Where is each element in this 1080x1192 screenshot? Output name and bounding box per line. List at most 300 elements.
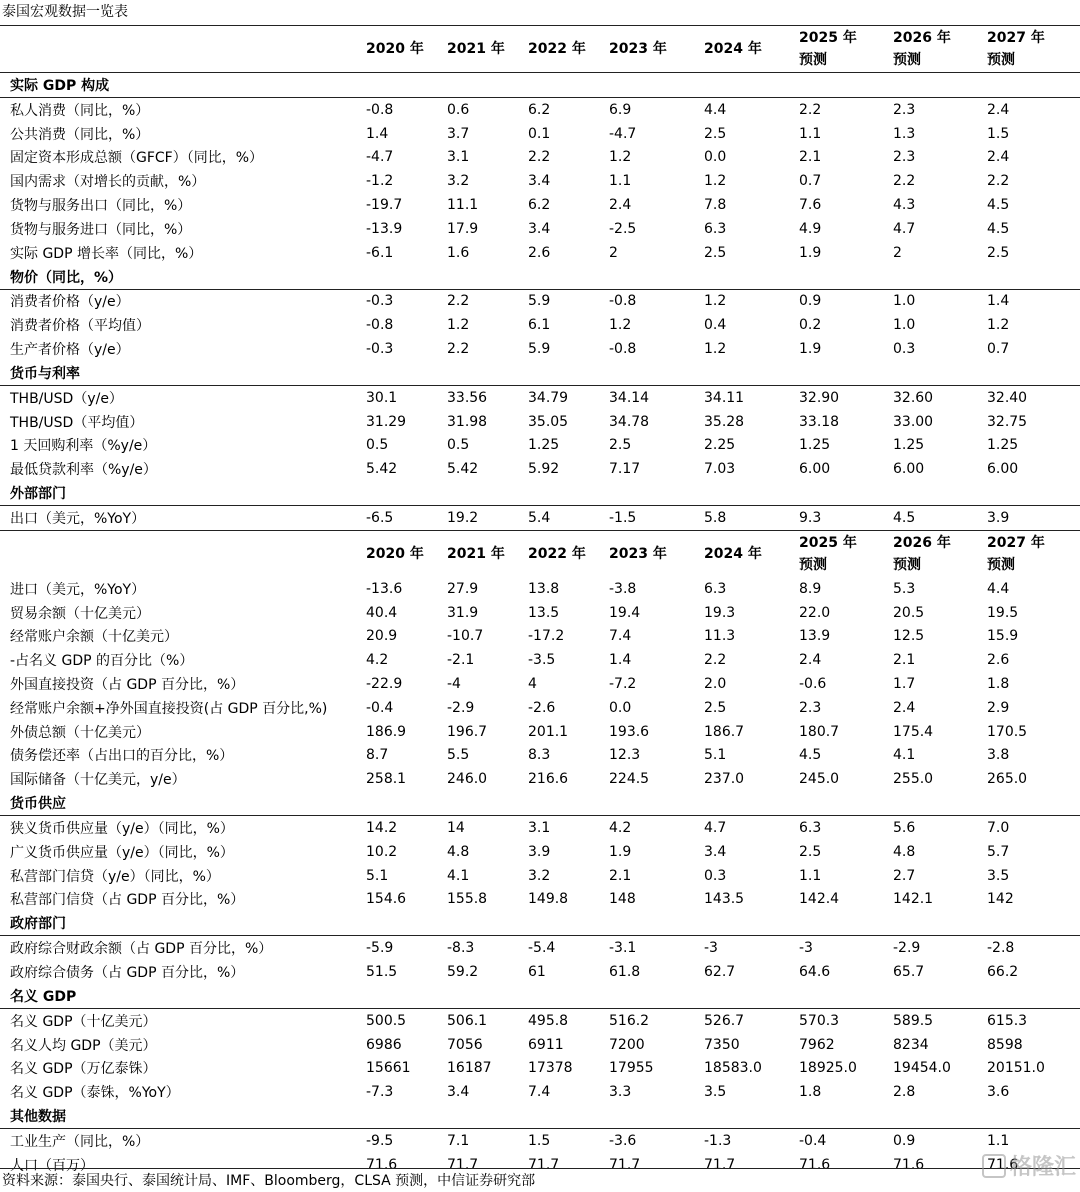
row-value: 34.11 xyxy=(704,389,745,406)
row-value: -22.9 xyxy=(366,676,403,693)
row-label: 名义 GDP（万亿泰铢） xyxy=(10,1061,157,1078)
header-year-label: 2021 年 xyxy=(447,41,505,57)
row-value: -4 xyxy=(447,676,461,693)
header-year-label: 2023 年 xyxy=(609,545,667,562)
row-value: 3.2 xyxy=(447,173,470,190)
row-value: 31.29 xyxy=(366,413,407,430)
row-value: 3.8 xyxy=(987,747,1010,764)
row-value: 0.6 xyxy=(447,101,470,118)
header-year-label: 2025 年 xyxy=(799,534,857,551)
row-value: 5.4 xyxy=(528,506,609,531)
header-year xyxy=(609,530,704,577)
row-label: 名义人均 GDP（美元） xyxy=(10,1037,157,1054)
row-value: 1.1 xyxy=(609,173,632,190)
row-value: 0.9 xyxy=(799,293,822,310)
header-year xyxy=(799,26,893,73)
row-value: 7.8 xyxy=(704,197,727,214)
row-value: 4.2 xyxy=(609,820,632,837)
row-value: 5.8 xyxy=(704,506,799,531)
row-label: 最低贷款利率（%y/e） xyxy=(10,462,157,479)
row-value: 2.5 xyxy=(987,244,1010,261)
row-value: 500.5 xyxy=(366,1012,407,1029)
table-row xyxy=(0,1129,1080,1153)
row-label: 国内需求（对增长的贡献，%） xyxy=(10,174,206,191)
row-value: 33.56 xyxy=(447,389,488,406)
row-value: 1.25 xyxy=(893,437,925,454)
row-value: -2.8 xyxy=(987,940,1015,957)
row-label: 外债总额（十亿美元） xyxy=(10,724,150,741)
row-value: 201.1 xyxy=(528,723,569,740)
row-value: 4.5 xyxy=(799,747,822,764)
table-row xyxy=(0,122,1080,146)
row-value: 71.6 xyxy=(893,1156,925,1173)
header-year-label: 2021 年 xyxy=(447,545,505,562)
row-value: 4.2 xyxy=(366,652,389,669)
section-header xyxy=(0,481,1080,506)
row-value: 1.1 xyxy=(987,1132,1010,1149)
row-value: 61 xyxy=(528,964,546,980)
row-value: 2.9 xyxy=(987,699,1010,716)
row-value: 1.4 xyxy=(609,652,632,669)
table-row xyxy=(0,960,1080,984)
row-value: 0.9 xyxy=(893,1132,916,1149)
header-forecast-label: 预测 xyxy=(987,52,1015,68)
header-row xyxy=(0,530,1080,577)
row-value: 143.5 xyxy=(704,891,745,908)
row-value: 1.2 xyxy=(609,149,632,166)
row-value: 5.1 xyxy=(704,747,727,764)
row-value: 13.5 xyxy=(528,604,560,621)
row-value: -0.6 xyxy=(799,676,827,693)
row-value: 6.00 xyxy=(799,461,831,478)
row-value: 2.3 xyxy=(893,149,916,166)
row-value: -5.9 xyxy=(366,940,394,957)
row-value: 258.1 xyxy=(366,771,407,788)
row-value: -0.8 xyxy=(366,101,394,118)
row-value: 7.6 xyxy=(799,197,822,214)
row-value: 5.1 xyxy=(366,867,389,884)
section-header xyxy=(0,911,1080,936)
header-blank xyxy=(0,26,366,73)
row-value: 6.3 xyxy=(704,220,727,237)
row-value: 51.5 xyxy=(366,964,398,980)
row-value: -1.2 xyxy=(366,173,394,190)
row-value: 6.00 xyxy=(893,461,925,478)
header-blank xyxy=(0,530,366,577)
row-value: 155.8 xyxy=(447,891,488,908)
header-year-label: 2027 年 xyxy=(987,30,1045,46)
row-value: 35.28 xyxy=(704,413,745,430)
header-forecast-label: 预测 xyxy=(893,556,921,573)
table-row xyxy=(0,1033,1080,1057)
watermark-text: 格隆汇 xyxy=(1009,1155,1076,1180)
row-value: 7.4 xyxy=(528,1084,551,1101)
header-year xyxy=(447,530,528,577)
row-value: 4.7 xyxy=(704,820,727,837)
section-header xyxy=(0,791,1080,816)
row-value: 2.2 xyxy=(893,173,916,190)
row-value: 3.9 xyxy=(528,843,551,860)
row-value: 34.79 xyxy=(528,389,569,406)
section-title: 实际 GDP 构成 xyxy=(0,73,1080,98)
row-value: 2.2 xyxy=(528,149,551,166)
row-value: 2.6 xyxy=(987,652,1010,669)
row-value: 0.7 xyxy=(799,173,822,190)
row-value: 7.4 xyxy=(609,628,632,645)
row-value: 61.8 xyxy=(609,964,641,980)
row-label: 消费者价格（平均值） xyxy=(10,318,150,335)
row-value: 17378 xyxy=(528,1060,573,1077)
table-row xyxy=(0,385,1080,409)
section-title: 货币与利率 xyxy=(0,361,1080,386)
row-value: 8598 xyxy=(987,1036,1023,1053)
row-value: 2.25 xyxy=(704,437,736,454)
row-value: 3.4 xyxy=(528,173,551,190)
table-row xyxy=(0,744,1080,768)
row-value: -1.5 xyxy=(609,506,704,531)
row-label: 消费者价格（y/e） xyxy=(10,294,130,311)
section-header xyxy=(0,265,1080,290)
row-value: 0.5 xyxy=(447,437,470,454)
row-value: 0.3 xyxy=(893,341,916,358)
row-value: -13.6 xyxy=(366,580,403,597)
header-year-label: 2027 年 xyxy=(987,534,1045,551)
row-value: 1.2 xyxy=(704,341,727,358)
row-value: 2.5 xyxy=(704,244,727,261)
row-value: 2.7 xyxy=(893,867,916,884)
row-value: 2.3 xyxy=(893,101,916,118)
row-value: 65.7 xyxy=(893,964,925,980)
row-label: 贸易余额（十亿美元） xyxy=(10,605,150,622)
row-value: 1.6 xyxy=(447,244,470,261)
row-value: -4.7 xyxy=(366,149,394,166)
row-value: 6.9 xyxy=(609,101,632,118)
row-value: 19.5 xyxy=(987,604,1019,621)
row-value: 31.9 xyxy=(447,604,479,621)
row-value: 19.3 xyxy=(704,604,736,621)
row-value: 4.8 xyxy=(447,843,470,860)
row-value: 2.4 xyxy=(799,652,822,669)
row-value: 6.3 xyxy=(704,580,727,597)
row-value: 2.2 xyxy=(447,293,470,310)
row-value: 64.6 xyxy=(799,964,831,980)
row-value: 2.5 xyxy=(609,437,632,454)
row-value: 186.7 xyxy=(704,723,745,740)
row-value: 4.9 xyxy=(799,220,822,237)
row-value: 5.9 xyxy=(528,293,551,310)
table-row xyxy=(0,98,1080,122)
row-value: 1.9 xyxy=(799,244,822,261)
row-label: 工业生产（同比，%） xyxy=(10,1133,150,1150)
row-label: 经常账户余额+净外国直接投资(占 GDP 百分比,%) xyxy=(10,700,328,717)
row-value: 3.7 xyxy=(447,125,470,142)
row-value: 3.1 xyxy=(528,820,551,837)
row-value: 224.5 xyxy=(609,771,650,788)
row-label: 私营部门信贷（占 GDP 百分比，%） xyxy=(10,892,245,909)
section-header xyxy=(0,1104,1080,1129)
row-value: 1.9 xyxy=(609,843,632,860)
row-value: 170.5 xyxy=(987,723,1028,740)
table-row xyxy=(0,410,1080,434)
table-row xyxy=(0,840,1080,864)
header-year xyxy=(704,530,799,577)
row-value: 5.3 xyxy=(893,580,916,597)
table-row xyxy=(0,217,1080,241)
row-value: 0.0 xyxy=(609,699,632,716)
row-value: -8.3 xyxy=(447,940,475,957)
row-value: 2.5 xyxy=(799,843,822,860)
row-value: 1.25 xyxy=(528,437,560,454)
table-row xyxy=(0,816,1080,840)
row-value: 2.4 xyxy=(987,101,1010,118)
row-value: 5.42 xyxy=(366,461,398,478)
row-value: 4.5 xyxy=(987,197,1010,214)
row-value: 14 xyxy=(447,820,465,837)
table-row xyxy=(0,936,1080,960)
header-year xyxy=(447,26,528,73)
row-value: 7350 xyxy=(704,1036,740,1053)
row-label: 人口（百万） xyxy=(10,1157,94,1174)
header-year-label: 2026 年 xyxy=(893,534,951,551)
row-value: 193.6 xyxy=(609,723,650,740)
row-value: 2.5 xyxy=(704,699,727,716)
row-value: 6911 xyxy=(528,1036,564,1053)
row-label: -占名义 GDP 的百分比（%） xyxy=(10,653,194,670)
table-row xyxy=(0,146,1080,170)
header-year-label: 2024 年 xyxy=(704,41,762,57)
table-row xyxy=(0,888,1080,912)
row-value: 5.42 xyxy=(447,461,479,478)
table-row xyxy=(0,337,1080,361)
row-value: 8.3 xyxy=(528,747,551,764)
row-value: 0.4 xyxy=(704,317,727,334)
row-value: 71.7 xyxy=(528,1156,560,1173)
row-value: 2.0 xyxy=(704,676,727,693)
row-value: -1.3 xyxy=(704,1132,732,1149)
table-row xyxy=(0,193,1080,217)
row-value: 2.1 xyxy=(609,867,632,884)
row-value: 1.25 xyxy=(799,437,831,454)
row-value: 2.4 xyxy=(987,149,1010,166)
row-value: 1.7 xyxy=(893,676,916,693)
table-row xyxy=(0,648,1080,672)
row-value: 3.9 xyxy=(987,506,1080,531)
row-value: 19.2 xyxy=(447,506,528,531)
row-value: 7200 xyxy=(609,1036,645,1053)
row-label: 私人消费（同比，%） xyxy=(10,102,150,119)
row-value: -3.6 xyxy=(609,1132,637,1149)
row-label: 狭义货币供应量（y/e）（同比，%） xyxy=(10,821,234,838)
row-value: -0.8 xyxy=(366,317,394,334)
row-value: -17.2 xyxy=(528,628,565,645)
header-forecast-label: 预测 xyxy=(799,52,827,68)
row-label: 生产者价格（y/e） xyxy=(10,342,130,359)
table-row xyxy=(0,1008,1080,1032)
row-label: 政府综合债务（占 GDP 百分比，%） xyxy=(10,965,245,981)
row-value: 12.3 xyxy=(609,747,641,764)
row-value: 6.2 xyxy=(528,197,551,214)
row-value: -0.8 xyxy=(609,341,637,358)
section-title: 货币供应 xyxy=(0,791,1080,816)
row-value: 19.4 xyxy=(609,604,641,621)
row-value: 1.4 xyxy=(987,293,1010,310)
row-value: 5.92 xyxy=(528,461,560,478)
header-year xyxy=(987,26,1080,73)
row-value: -4.7 xyxy=(609,125,637,142)
row-value: 5.6 xyxy=(893,820,916,837)
table-row xyxy=(0,577,1080,601)
row-value: 8.7 xyxy=(366,747,389,764)
header-year xyxy=(609,26,704,73)
row-value: 3.5 xyxy=(987,867,1010,884)
row-value: 71.7 xyxy=(447,1156,479,1173)
row-value: 1.8 xyxy=(987,676,1010,693)
header-year xyxy=(528,26,609,73)
row-value: 3.4 xyxy=(447,1084,470,1101)
row-value: -2.5 xyxy=(609,220,637,237)
row-value: 0.2 xyxy=(799,317,822,334)
row-value: 1.1 xyxy=(799,125,822,142)
row-value: 5.5 xyxy=(447,747,470,764)
row-value: 246.0 xyxy=(447,771,488,788)
row-value: 9.3 xyxy=(799,506,893,531)
row-value: 2.4 xyxy=(609,197,632,214)
header-year xyxy=(987,530,1080,577)
row-label: 进口（美元，%YoY） xyxy=(10,581,146,598)
row-value: 13.9 xyxy=(799,628,831,645)
row-value: 2.2 xyxy=(704,652,727,669)
source-note: 资料来源：泰国央行、泰国统计局、IMF、Bloomberg，CLSA 预测，中信证券研究部 xyxy=(2,1173,536,1189)
table-row xyxy=(0,767,1080,791)
row-value: 11.3 xyxy=(704,628,736,645)
row-value: 32.90 xyxy=(799,389,840,406)
row-value: -3.1 xyxy=(609,940,637,957)
row-value: 589.5 xyxy=(893,1012,934,1029)
row-value: 2 xyxy=(893,244,902,261)
row-value: 33.18 xyxy=(799,413,840,430)
row-value: 196.7 xyxy=(447,723,488,740)
row-value: 175.4 xyxy=(893,723,934,740)
row-value: 7.0 xyxy=(987,820,1010,837)
row-value: 7.1 xyxy=(447,1132,470,1149)
row-value: 1.2 xyxy=(704,293,727,310)
row-label: 货物与服务出口（同比，%） xyxy=(10,198,192,215)
row-value: 20.9 xyxy=(366,628,398,645)
row-label: 名义 GDP（十亿美元） xyxy=(10,1013,157,1030)
row-value: 8234 xyxy=(893,1036,929,1053)
row-value: 180.7 xyxy=(799,723,840,740)
row-value: 34.14 xyxy=(609,389,650,406)
row-value: 1.8 xyxy=(799,1084,822,1101)
row-label: 固定资本形成总额（GFCF）（同比，%） xyxy=(10,150,264,167)
table-title: 泰国宏观数据一览表 xyxy=(2,4,128,20)
row-value: 4.3 xyxy=(893,197,916,214)
row-label: 出口（美元，%YoY） xyxy=(0,506,366,531)
row-value: 0.1 xyxy=(528,125,551,142)
table-row xyxy=(0,601,1080,625)
row-value: 17.9 xyxy=(447,220,479,237)
watermark-logo-icon xyxy=(982,1154,1006,1178)
row-value: 1.3 xyxy=(893,125,916,142)
row-value: 62.7 xyxy=(704,964,736,980)
row-value: 1.4 xyxy=(366,125,389,142)
row-value: 3.6 xyxy=(987,1084,1010,1101)
row-value: 32.40 xyxy=(987,389,1028,406)
row-value: -10.7 xyxy=(447,628,484,645)
row-value: 5.9 xyxy=(528,341,551,358)
row-value: 33.00 xyxy=(893,413,934,430)
row-value: 0.7 xyxy=(987,341,1010,358)
row-value: -6.5 xyxy=(366,506,447,531)
section-title: 政府部门 xyxy=(0,911,1080,936)
row-label: 广义货币供应量（y/e）（同比，%） xyxy=(10,844,234,861)
macro-data-table xyxy=(0,26,1080,1177)
row-value: 40.4 xyxy=(366,604,398,621)
row-value: 142 xyxy=(987,891,1014,908)
header-year xyxy=(704,26,799,73)
row-value: 1.2 xyxy=(987,317,1010,334)
row-value: 1.1 xyxy=(799,867,822,884)
header-year-label: 2022 年 xyxy=(528,41,586,57)
table-row xyxy=(0,625,1080,649)
row-label: 经常账户余额（十亿美元） xyxy=(10,629,178,646)
row-value: -3 xyxy=(704,940,718,957)
table-row xyxy=(0,169,1080,193)
bottom-rule xyxy=(0,1168,1080,1169)
row-value: 1.0 xyxy=(893,317,916,334)
section-title: 名义 GDP xyxy=(0,984,1080,1009)
row-value: -0.4 xyxy=(799,1132,827,1149)
row-value: 2.2 xyxy=(447,341,470,358)
row-value: 4.5 xyxy=(987,220,1010,237)
row-value: -3.5 xyxy=(528,652,556,669)
table-row xyxy=(0,241,1080,265)
row-value: -0.3 xyxy=(366,293,394,310)
row-value: 30.1 xyxy=(366,389,398,406)
row-value: 265.0 xyxy=(987,771,1028,788)
row-value: 4.8 xyxy=(893,843,916,860)
header-year-label: 2026 年 xyxy=(893,30,951,46)
watermark xyxy=(982,1150,1076,1186)
header-year xyxy=(366,530,447,577)
row-value: 186.9 xyxy=(366,723,407,740)
row-value: 4.5 xyxy=(893,506,987,531)
row-value: 2.2 xyxy=(987,173,1010,190)
row-value: -9.5 xyxy=(366,1132,394,1149)
table-row xyxy=(0,457,1080,481)
row-value: -7.2 xyxy=(609,676,637,693)
row-label: THB/USD（y/e） xyxy=(10,390,123,407)
row-value: 3.2 xyxy=(528,867,551,884)
row-value: 27.9 xyxy=(447,580,479,597)
row-value: 149.8 xyxy=(528,891,569,908)
row-value: -3 xyxy=(799,940,813,957)
row-value: 12.5 xyxy=(893,628,925,645)
row-value: 10.2 xyxy=(366,843,398,860)
row-value: 1.25 xyxy=(987,437,1019,454)
row-value: 31.98 xyxy=(447,413,488,430)
row-value: 34.78 xyxy=(609,413,650,430)
row-value: 7.17 xyxy=(609,461,641,478)
row-value: 18583.0 xyxy=(704,1060,762,1077)
row-label: 政府综合财政余额（占 GDP 百分比，%） xyxy=(10,941,273,958)
section-title: 其他数据 xyxy=(0,1104,1080,1129)
row-value: 216.6 xyxy=(528,771,569,788)
row-value: 2.3 xyxy=(799,699,822,716)
header-forecast-label: 预测 xyxy=(799,556,827,573)
row-value: 516.2 xyxy=(609,1012,650,1029)
row-value: 17955 xyxy=(609,1060,654,1077)
